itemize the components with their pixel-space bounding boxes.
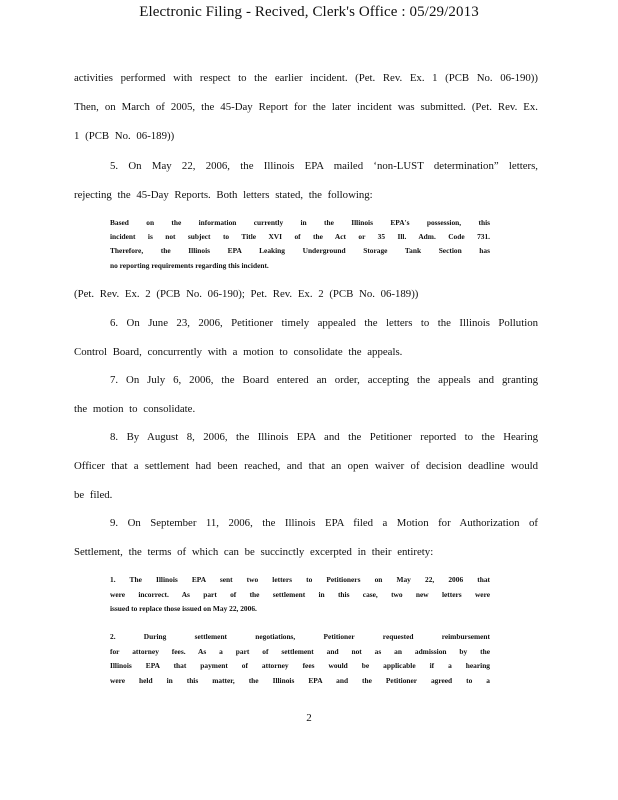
paragraph-8-line: 8. By August 8, 2006, the Illinois EPA and the Petitioner reported to the Hearing bbox=[110, 431, 538, 443]
settlement-term-line: issued to replace those issued on May 22, 2006. bbox=[110, 604, 257, 613]
page-number: 2 bbox=[306, 712, 312, 724]
block-quote-line: no reporting requirements regarding this incident. bbox=[110, 261, 269, 270]
filing-stamp-header: Electronic Filing - Recived, Clerk's Office : 05/29/2013 bbox=[139, 4, 479, 20]
paragraph-7-line: 7. On July 6, 2006, the Board entered an order, accepting the appeals and granting bbox=[110, 374, 538, 386]
paragraph-5-line: 5. On May 22, 2006, the Illinois EPA mailed ‘non-LUST determination” letters, bbox=[110, 160, 538, 172]
body-line: rejecting the 45-Day Reports. Both letters stated, the following: bbox=[74, 189, 373, 201]
settlement-term-line: were incorrect. As part of the settlement in this case, two new letters were bbox=[110, 590, 490, 599]
body-line: 1 (PCB No. 06-189)) bbox=[74, 130, 175, 142]
settlement-term-line: 2. During settlement negotiations, Petitioner requested reimbursement bbox=[110, 632, 490, 641]
body-line: be filed. bbox=[74, 489, 113, 501]
paragraph-9-line: 9. On September 11, 2006, the Illinois EPA filed a Motion for Authorization of bbox=[110, 517, 538, 529]
body-line: Settlement, the terms of which can be succinctly excerpted in their entirety: bbox=[74, 546, 434, 558]
block-quote-line: Based on the information currently in the Illinois EPA's possession, this bbox=[110, 218, 490, 227]
body-line: activities performed with respect to the earlier incident. (Pet. Rev. Ex. 1 (PCB No. 06-190)) bbox=[74, 72, 538, 84]
settlement-term-line: 1. The Illinois EPA sent two letters to Petitioners on May 22, 2006 that bbox=[110, 575, 490, 584]
body-line: the motion to consolidate. bbox=[74, 403, 196, 415]
block-quote-line: Therefore, the Illinois EPA Leaking Underground Storage Tank Section has bbox=[110, 246, 490, 255]
paragraph-6-line: 6. On June 23, 2006, Petitioner timely appealed the letters to the Illinois Pollution bbox=[110, 317, 538, 329]
settlement-term-line: for attorney fees. As a part of settlement and not as an admission by the bbox=[110, 647, 490, 656]
body-line: Then, on March of 2005, the 45-Day Report for the later incident was submitted. (Pet. Rev. Ex. bbox=[74, 101, 538, 113]
body-line: Officer that a settlement had been reached, and that an open waiver of decision deadline would bbox=[74, 460, 538, 472]
settlement-term-line: Illinois EPA that payment of attorney fees would be applicable if a hearing bbox=[110, 661, 490, 670]
body-line: Control Board, concurrently with a motion to consolidate the appeals. bbox=[74, 346, 403, 358]
block-quote-line: incident is not subject to Title XVI of the Act or 35 Ill. Adm. Code 731. bbox=[110, 232, 490, 241]
citation-line: (Pet. Rev. Ex. 2 (PCB No. 06-190); Pet. Rev. Ex. 2 (PCB No. 06-189)) bbox=[74, 288, 419, 300]
settlement-term-line: were held in this matter, the Illinois EPA and the Petitioner agreed to a bbox=[110, 676, 490, 685]
